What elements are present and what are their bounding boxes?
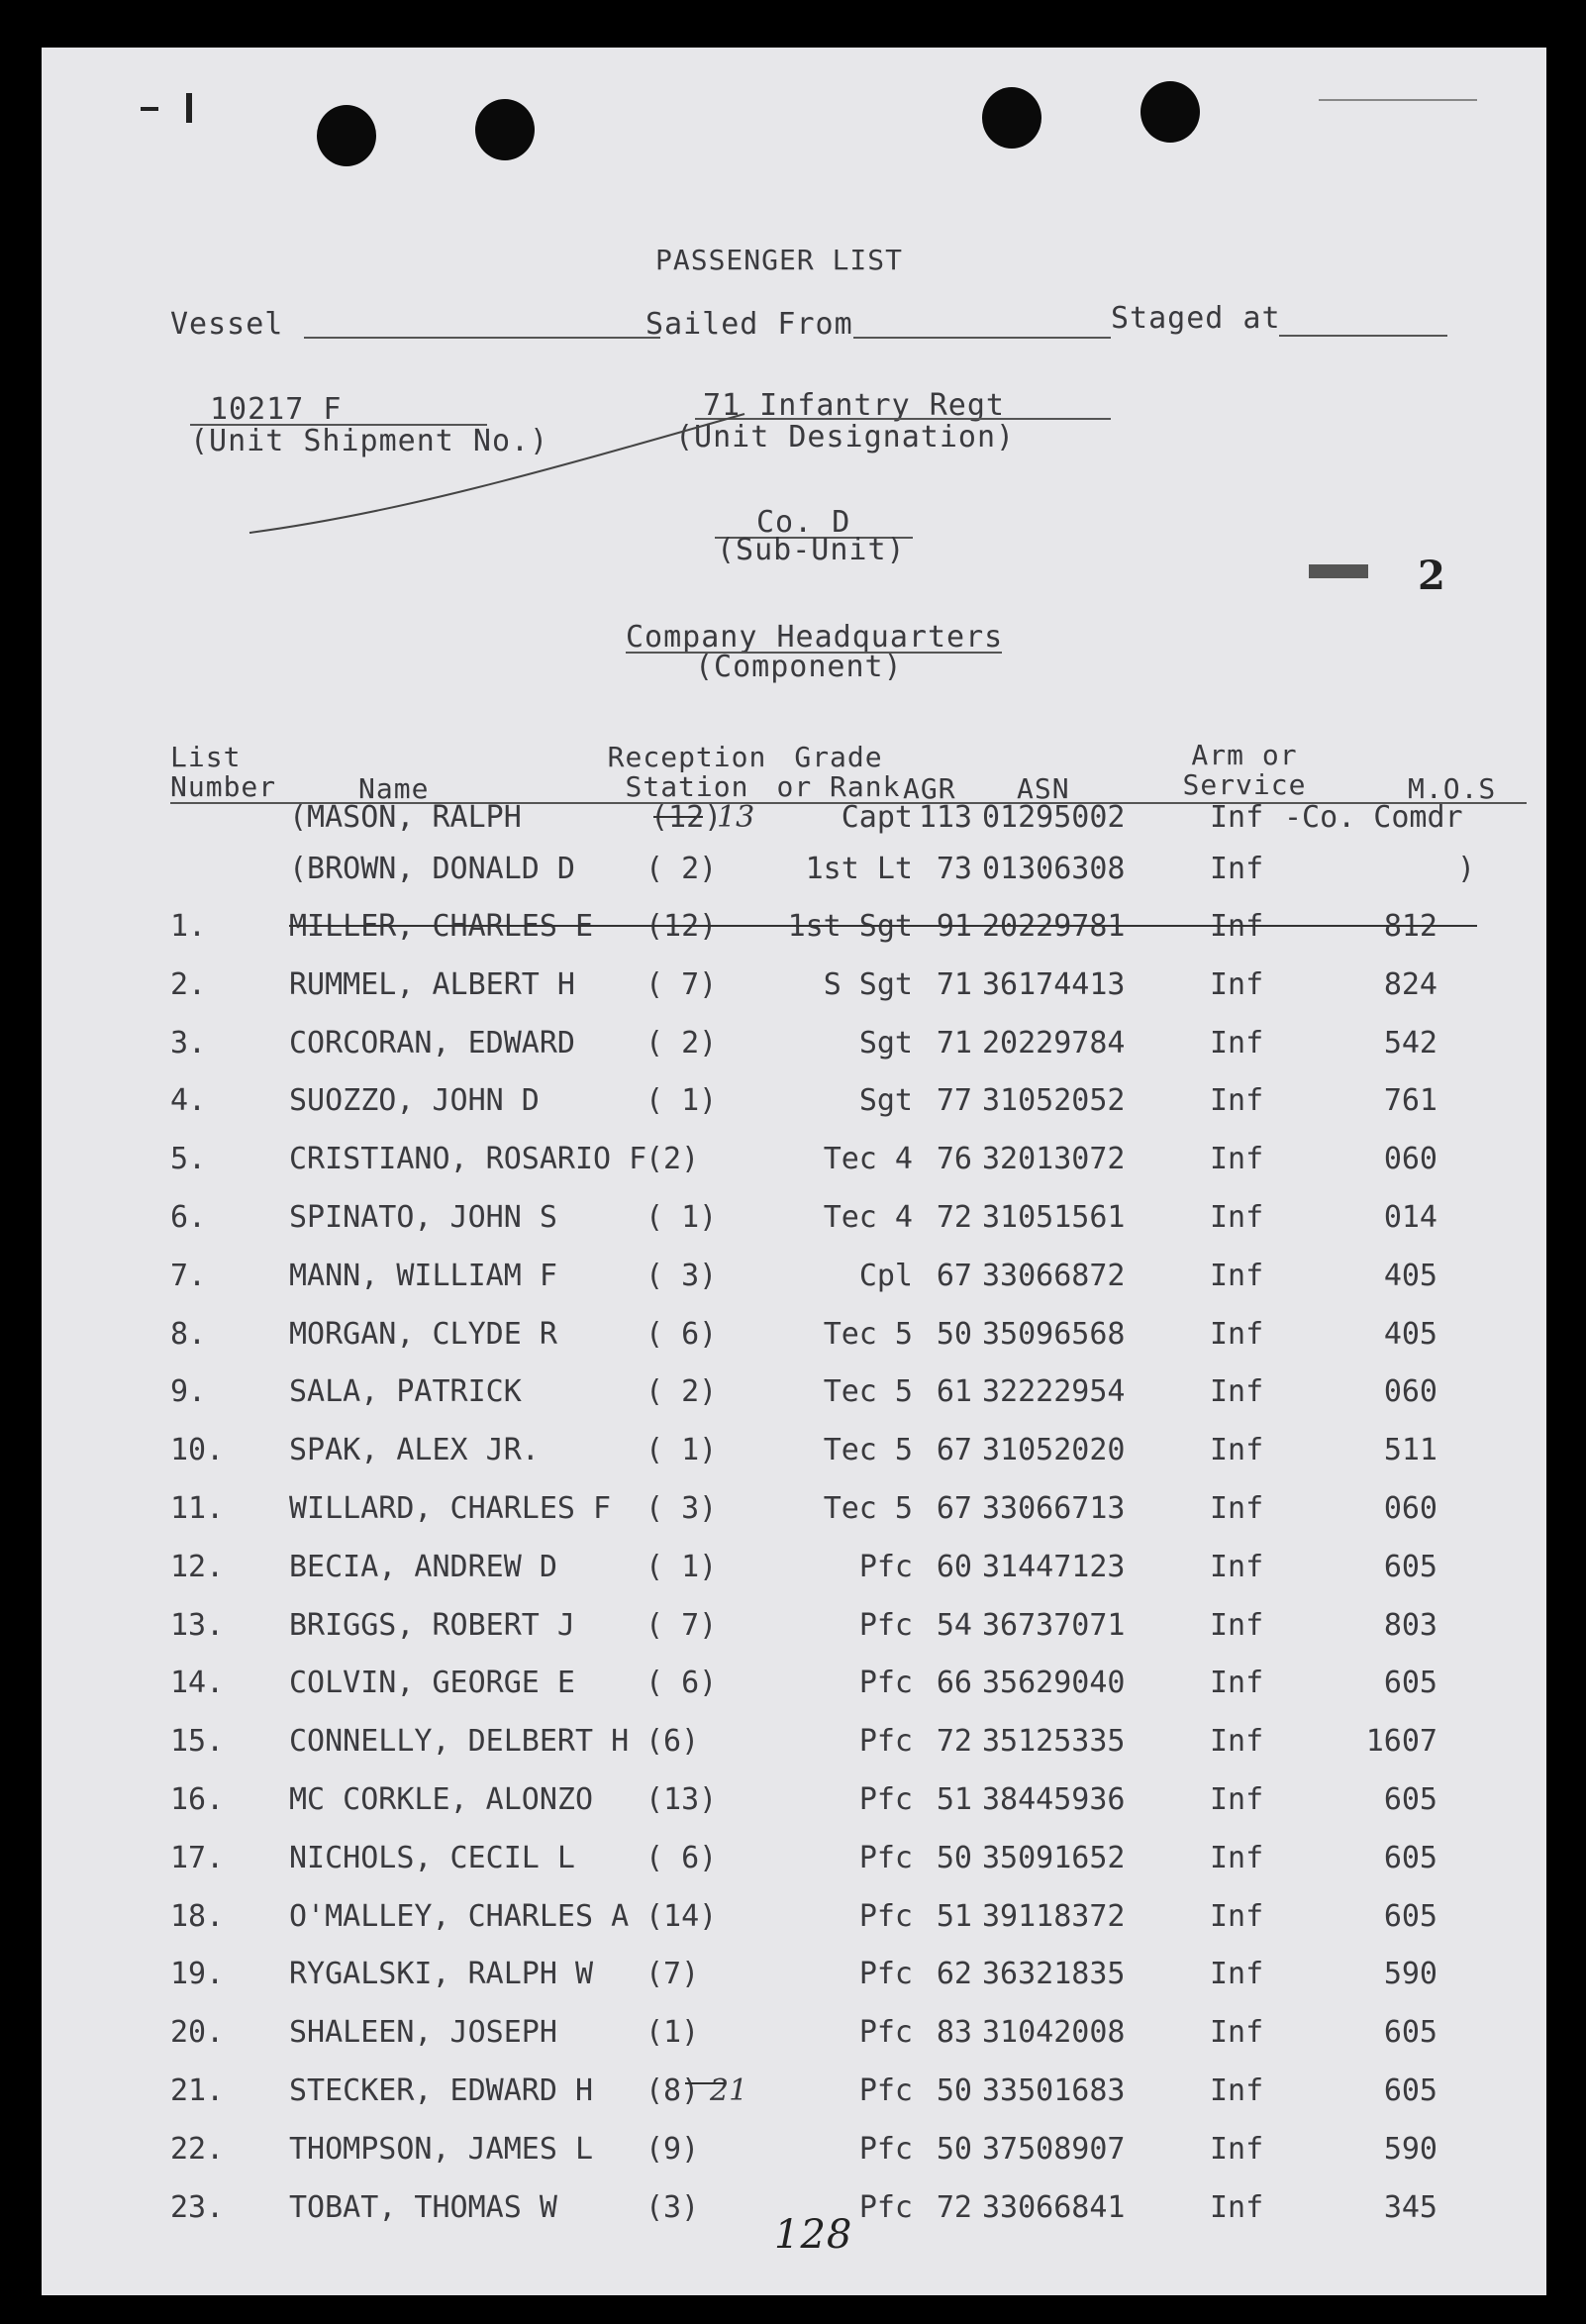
sailed-from-label: Sailed From — [645, 307, 853, 342]
mos: 605 — [1383, 1898, 1437, 1934]
agr: 77 — [936, 1083, 972, 1119]
grade: Sgt — [858, 1083, 913, 1119]
asn: 31052052 — [982, 1083, 1126, 1119]
asn: 36321835 — [982, 1957, 1126, 1992]
vessel-label: Vessel — [170, 307, 284, 342]
table-row — [42, 1026, 1546, 1065]
table-row — [42, 967, 1546, 1007]
component-label: (Component) — [695, 650, 903, 684]
mos: 345 — [1383, 2189, 1437, 2225]
list-number: 3. — [170, 1025, 207, 1061]
arm: Inf — [1210, 1258, 1264, 1293]
agr: 51 — [936, 1898, 972, 1934]
list-number: 20. — [170, 2015, 225, 2051]
table-row — [42, 1550, 1546, 1589]
agr: 72 — [936, 1200, 972, 1235]
punch-hole-2 — [475, 99, 535, 160]
arm: Inf — [1210, 1724, 1264, 1760]
table-row — [42, 1317, 1546, 1357]
mos: 605 — [1383, 2015, 1437, 2051]
asn: 32222954 — [982, 1374, 1126, 1410]
agr: 60 — [936, 1549, 972, 1584]
arm: Inf — [1210, 1607, 1264, 1643]
grade: Pfc — [858, 1840, 913, 1875]
reception-station: (2) — [645, 1142, 700, 1177]
reception-station: (3) — [645, 2189, 700, 2225]
passenger-name: SHALEEN, JOSEPH — [289, 2015, 557, 2051]
officer-row — [42, 800, 1546, 840]
strike-through — [289, 925, 1477, 927]
arm: Inf — [1210, 1491, 1264, 1526]
officer-asn: 01306308 — [982, 852, 1126, 886]
reception-station: (8) — [645, 2073, 700, 2108]
column-header-reception-station: Reception Station — [607, 741, 767, 803]
officer-asn: 01295002 — [982, 800, 1126, 835]
arm: Inf — [1210, 1374, 1264, 1410]
asn: 33066713 — [982, 1491, 1126, 1526]
arm: Inf — [1210, 1142, 1264, 1177]
passenger-name: MORGAN, CLYDE R — [289, 1316, 557, 1352]
table-row — [42, 1083, 1546, 1123]
agr: 76 — [936, 1142, 972, 1177]
document-page — [42, 48, 1546, 2295]
grade: Pfc — [858, 2189, 913, 2225]
unit-designation-label: (Unit Designation) — [675, 420, 1016, 455]
table-row — [42, 1899, 1546, 1939]
arm: Inf — [1210, 1025, 1264, 1061]
table-row — [42, 1200, 1546, 1240]
passenger-name: BRIGGS, ROBERT J — [289, 1607, 575, 1643]
asn: 36737071 — [982, 1607, 1126, 1643]
table-row — [42, 1374, 1546, 1414]
grade: Tec 4 — [823, 1200, 913, 1235]
table-row — [42, 1433, 1546, 1472]
passenger-name: NICHOLS, CECIL L — [289, 1840, 575, 1875]
list-number: 15. — [170, 1724, 225, 1760]
shipment-label: (Unit Shipment No.) — [190, 424, 549, 458]
arm: Inf — [1210, 1083, 1264, 1119]
asn: 35629040 — [982, 1666, 1126, 1701]
asn: 36174413 — [982, 966, 1126, 1002]
grade: Pfc — [858, 1724, 913, 1760]
sub-unit: Co. D — [756, 505, 851, 540]
asn: 33066872 — [982, 1258, 1126, 1293]
ink-speck — [141, 107, 158, 111]
reception-station: (1) — [645, 2015, 700, 2051]
vessel-blank — [304, 337, 660, 339]
reception-station: (14) — [645, 1898, 718, 1934]
officer-mos: -Co. Comdr — [1284, 800, 1463, 835]
mos: 590 — [1383, 2131, 1437, 2167]
station-note: 21 — [710, 2073, 748, 2108]
agr: 71 — [936, 966, 972, 1002]
mos: 060 — [1383, 1142, 1437, 1177]
mos: 605 — [1383, 1666, 1437, 1701]
mos: 803 — [1383, 1607, 1437, 1643]
table-row — [42, 2132, 1546, 2172]
reception-station: (7) — [645, 1957, 700, 1992]
list-number: 19. — [170, 1957, 225, 1992]
column-header-mos: M.O.S — [1408, 772, 1497, 805]
list-number: 10. — [170, 1433, 225, 1468]
officer-station: (12) — [650, 800, 723, 835]
passenger-name: SALA, PATRICK — [289, 1374, 522, 1410]
passenger-name: SUOZZO, JOHN D — [289, 1083, 540, 1119]
mos: 812 — [1383, 909, 1437, 944]
asn: 31042008 — [982, 2015, 1126, 2051]
asn: 37508907 — [982, 2131, 1126, 2167]
arm: Inf — [1210, 2015, 1264, 2051]
agr: 61 — [936, 1374, 972, 1410]
arm: Inf — [1210, 1200, 1264, 1235]
mos: 605 — [1383, 1549, 1437, 1584]
asn: 20229784 — [982, 1025, 1126, 1061]
reception-station: ( 6) — [645, 1666, 718, 1701]
arm: Inf — [1210, 1898, 1264, 1934]
list-number: 16. — [170, 1782, 225, 1817]
passenger-name: THOMPSON, JAMES L — [289, 2131, 594, 2167]
asn: 32013072 — [982, 1142, 1126, 1177]
officer-name: (BROWN, DONALD D — [289, 852, 575, 886]
grade: Pfc — [858, 2131, 913, 2167]
mos: 060 — [1383, 1491, 1437, 1526]
passenger-name: MANN, WILLIAM F — [289, 1258, 557, 1293]
table-row — [42, 2015, 1546, 2055]
table-row — [42, 1142, 1546, 1181]
arm: Inf — [1210, 1666, 1264, 1701]
agr: 66 — [936, 1666, 972, 1701]
grade: Pfc — [858, 2015, 913, 2051]
grade: Tec 5 — [823, 1374, 913, 1410]
mos: 605 — [1383, 2073, 1437, 2108]
table-row — [42, 2073, 1546, 2113]
table-row — [42, 1259, 1546, 1298]
list-number: 22. — [170, 2131, 225, 2167]
shipment-number: 10217 F — [210, 392, 343, 427]
officer-grade: 1st Lt — [805, 852, 913, 886]
staged-at-label: Staged at — [1111, 301, 1281, 336]
arm: Inf — [1210, 2131, 1264, 2167]
grade: S Sgt — [823, 966, 913, 1002]
reception-station: ( 1) — [645, 1433, 718, 1468]
sub-unit-label: (Sub-Unit) — [717, 533, 906, 567]
component: Company Headquarters — [626, 620, 1004, 655]
grade: Sgt — [858, 1025, 913, 1061]
officer-agr: 73 — [936, 852, 972, 886]
reception-station: ( 1) — [645, 1083, 718, 1119]
officer-row — [42, 852, 1546, 891]
mos: 405 — [1383, 1258, 1437, 1293]
officer-station: ( 2) — [645, 852, 718, 886]
agr: 54 — [936, 1607, 972, 1643]
ink-speck — [1319, 99, 1477, 101]
mos: 605 — [1383, 1782, 1437, 1817]
reception-station: (12) — [645, 909, 718, 944]
passenger-name: COLVIN, GEORGE E — [289, 1666, 575, 1701]
grade: Tec 5 — [823, 1433, 913, 1468]
table-row — [42, 1608, 1546, 1648]
asn: 31051561 — [982, 1200, 1126, 1235]
agr: 67 — [936, 1491, 972, 1526]
column-header-asn: ASN — [1017, 772, 1070, 805]
list-number: 2. — [170, 966, 207, 1002]
column-header-list-number: List Number — [170, 741, 277, 803]
punch-hole-3 — [982, 87, 1041, 149]
list-number: 7. — [170, 1258, 207, 1293]
list-number: 13. — [170, 1607, 225, 1643]
officer-agr: 113 — [918, 800, 972, 835]
column-header-agr: AGR — [903, 772, 956, 805]
list-number: 12. — [170, 1549, 225, 1584]
table-row — [42, 1666, 1546, 1705]
passenger-name: BECIA, ANDREW D — [289, 1549, 557, 1584]
passenger-name: STECKER, EDWARD H — [289, 2073, 594, 2108]
grade: Pfc — [858, 2073, 913, 2108]
strike-through — [685, 2082, 725, 2084]
unit-designation: 71 Infantry Regt — [703, 388, 1005, 423]
officer-name: (MASON, RALPH — [289, 800, 522, 835]
officer-arm: Inf — [1210, 800, 1264, 835]
reception-station: ( 6) — [645, 1316, 718, 1352]
mos: 060 — [1383, 1374, 1437, 1410]
agr: 71 — [936, 1025, 972, 1061]
reception-station: ( 2) — [645, 1025, 718, 1061]
agr: 50 — [936, 2073, 972, 2108]
reception-station: ( 3) — [645, 1491, 718, 1526]
mos: 405 — [1383, 1316, 1437, 1352]
arm: Inf — [1210, 2073, 1264, 2108]
agr: 62 — [936, 1957, 972, 1992]
table-row — [42, 1841, 1546, 1880]
list-number: 9. — [170, 1374, 207, 1410]
grade: Pfc — [858, 1957, 913, 1992]
punch-hole-1 — [317, 105, 376, 166]
column-header-arm: Arm or Service — [1182, 739, 1307, 801]
passenger-name: CORCORAN, EDWARD — [289, 1025, 575, 1061]
grade: Tec 5 — [823, 1491, 913, 1526]
mos: 1607 — [1365, 1724, 1437, 1760]
list-number: 17. — [170, 1840, 225, 1875]
page-number: 2 — [1418, 553, 1446, 599]
agr: 67 — [936, 1258, 972, 1293]
arm: Inf — [1210, 2189, 1264, 2225]
column-header-name: Name — [358, 772, 430, 805]
asn: 35091652 — [982, 1840, 1126, 1875]
asn: 20229781 — [982, 909, 1126, 944]
asn: 31052020 — [982, 1433, 1126, 1468]
list-number: 4. — [170, 1083, 207, 1119]
reception-station: (9) — [645, 2131, 700, 2167]
passenger-name: MILLER, CHARLES E — [289, 909, 594, 944]
mos: 605 — [1383, 1840, 1437, 1875]
officer-station-note: 13 — [717, 800, 755, 835]
passenger-name: RUMMEL, ALBERT H — [289, 966, 575, 1002]
reception-station: ( 1) — [645, 1200, 718, 1235]
asn: 35125335 — [982, 1724, 1126, 1760]
reception-station: ( 7) — [645, 1607, 718, 1643]
grade: Cpl — [858, 1258, 913, 1293]
grade: Tec 5 — [823, 1316, 913, 1352]
passenger-name: CRISTIANO, ROSARIO F — [289, 1142, 647, 1177]
reception-station: (6) — [645, 1724, 700, 1760]
table-row — [42, 909, 1546, 949]
asn: 35096568 — [982, 1316, 1126, 1352]
reception-station: ( 1) — [645, 1549, 718, 1584]
mos: 761 — [1383, 1083, 1437, 1119]
list-number: 23. — [170, 2189, 225, 2225]
passenger-name: CONNELLY, DELBERT H — [289, 1724, 630, 1760]
ink-speck — [186, 93, 192, 123]
list-number: 11. — [170, 1491, 225, 1526]
list-number: 5. — [170, 1142, 207, 1177]
table-row — [42, 1491, 1546, 1531]
grade: Tec 4 — [823, 1142, 913, 1177]
agr: 51 — [936, 1782, 972, 1817]
passenger-name: TOBAT, THOMAS W — [289, 2189, 557, 2225]
arm: Inf — [1210, 1957, 1264, 1992]
list-number: 1. — [170, 909, 207, 944]
mos: 511 — [1383, 1433, 1437, 1468]
grade: Pfc — [858, 1607, 913, 1643]
passenger-name: RYGALSKI, RALPH W — [289, 1957, 594, 1992]
list-number: 8. — [170, 1316, 207, 1352]
reception-station: ( 6) — [645, 1840, 718, 1875]
arm: Inf — [1210, 966, 1264, 1002]
mos: 014 — [1383, 1200, 1437, 1235]
agr: 72 — [936, 2189, 972, 2225]
arm: Inf — [1210, 909, 1264, 944]
passenger-name: WILLARD, CHARLES F — [289, 1491, 612, 1526]
agr: 50 — [936, 2131, 972, 2167]
reception-station: ( 2) — [645, 1374, 718, 1410]
passenger-name: MC CORKLE, ALONZO — [289, 1782, 594, 1817]
asn: 31447123 — [982, 1549, 1126, 1584]
table-row — [42, 1782, 1546, 1822]
agr: 72 — [936, 1724, 972, 1760]
passenger-name: O'MALLEY, CHARLES A — [289, 1898, 630, 1934]
handwritten-note: 128 — [774, 2212, 853, 2258]
agr: 50 — [936, 1840, 972, 1875]
grade: Pfc — [858, 1666, 913, 1701]
list-number: 18. — [170, 1898, 225, 1934]
list-number: 14. — [170, 1666, 225, 1701]
passenger-name: SPINATO, JOHN S — [289, 1200, 557, 1235]
table-row — [42, 1724, 1546, 1764]
reception-station: (13) — [645, 1782, 718, 1817]
agr: 91 — [936, 909, 972, 944]
arm: Inf — [1210, 1549, 1264, 1584]
asn: 33066841 — [982, 2189, 1126, 2225]
stamp-mark — [1309, 564, 1368, 578]
asn: 39118372 — [982, 1898, 1126, 1934]
pen-stroke — [240, 404, 754, 543]
asn: 33501683 — [982, 2073, 1126, 2108]
agr: 67 — [936, 1433, 972, 1468]
reception-station: ( 7) — [645, 966, 718, 1002]
table-row — [42, 1957, 1546, 1996]
arm: Inf — [1210, 1782, 1264, 1817]
grade: Pfc — [858, 1782, 913, 1817]
officer-grade: Capt — [841, 800, 913, 835]
list-number: 21. — [170, 2073, 225, 2108]
grade: 1st Sgt — [787, 909, 913, 944]
officer-arm: Inf — [1210, 852, 1264, 886]
grade: Pfc — [858, 1549, 913, 1584]
column-header-grade: Grade or Rank — [776, 741, 901, 803]
list-number: 6. — [170, 1200, 207, 1235]
punch-hole-4 — [1140, 81, 1200, 143]
agr: 50 — [936, 1316, 972, 1352]
grade: Pfc — [858, 1898, 913, 1934]
arm: Inf — [1210, 1316, 1264, 1352]
document-title: PASSENGER LIST — [655, 244, 904, 276]
staged-at-blank — [1279, 335, 1447, 337]
mos: 542 — [1383, 1025, 1437, 1061]
officer-mos: ) — [1457, 852, 1476, 886]
asn: 38445936 — [982, 1782, 1126, 1817]
sailed-from-blank — [853, 337, 1111, 339]
passenger-name: SPAK, ALEX JR. — [289, 1433, 540, 1468]
strike-through — [653, 816, 703, 818]
agr: 83 — [936, 2015, 972, 2051]
reception-station: ( 3) — [645, 1258, 718, 1293]
mos: 590 — [1383, 1957, 1437, 1992]
arm: Inf — [1210, 1433, 1264, 1468]
arm: Inf — [1210, 1840, 1264, 1875]
mos: 824 — [1383, 966, 1437, 1002]
